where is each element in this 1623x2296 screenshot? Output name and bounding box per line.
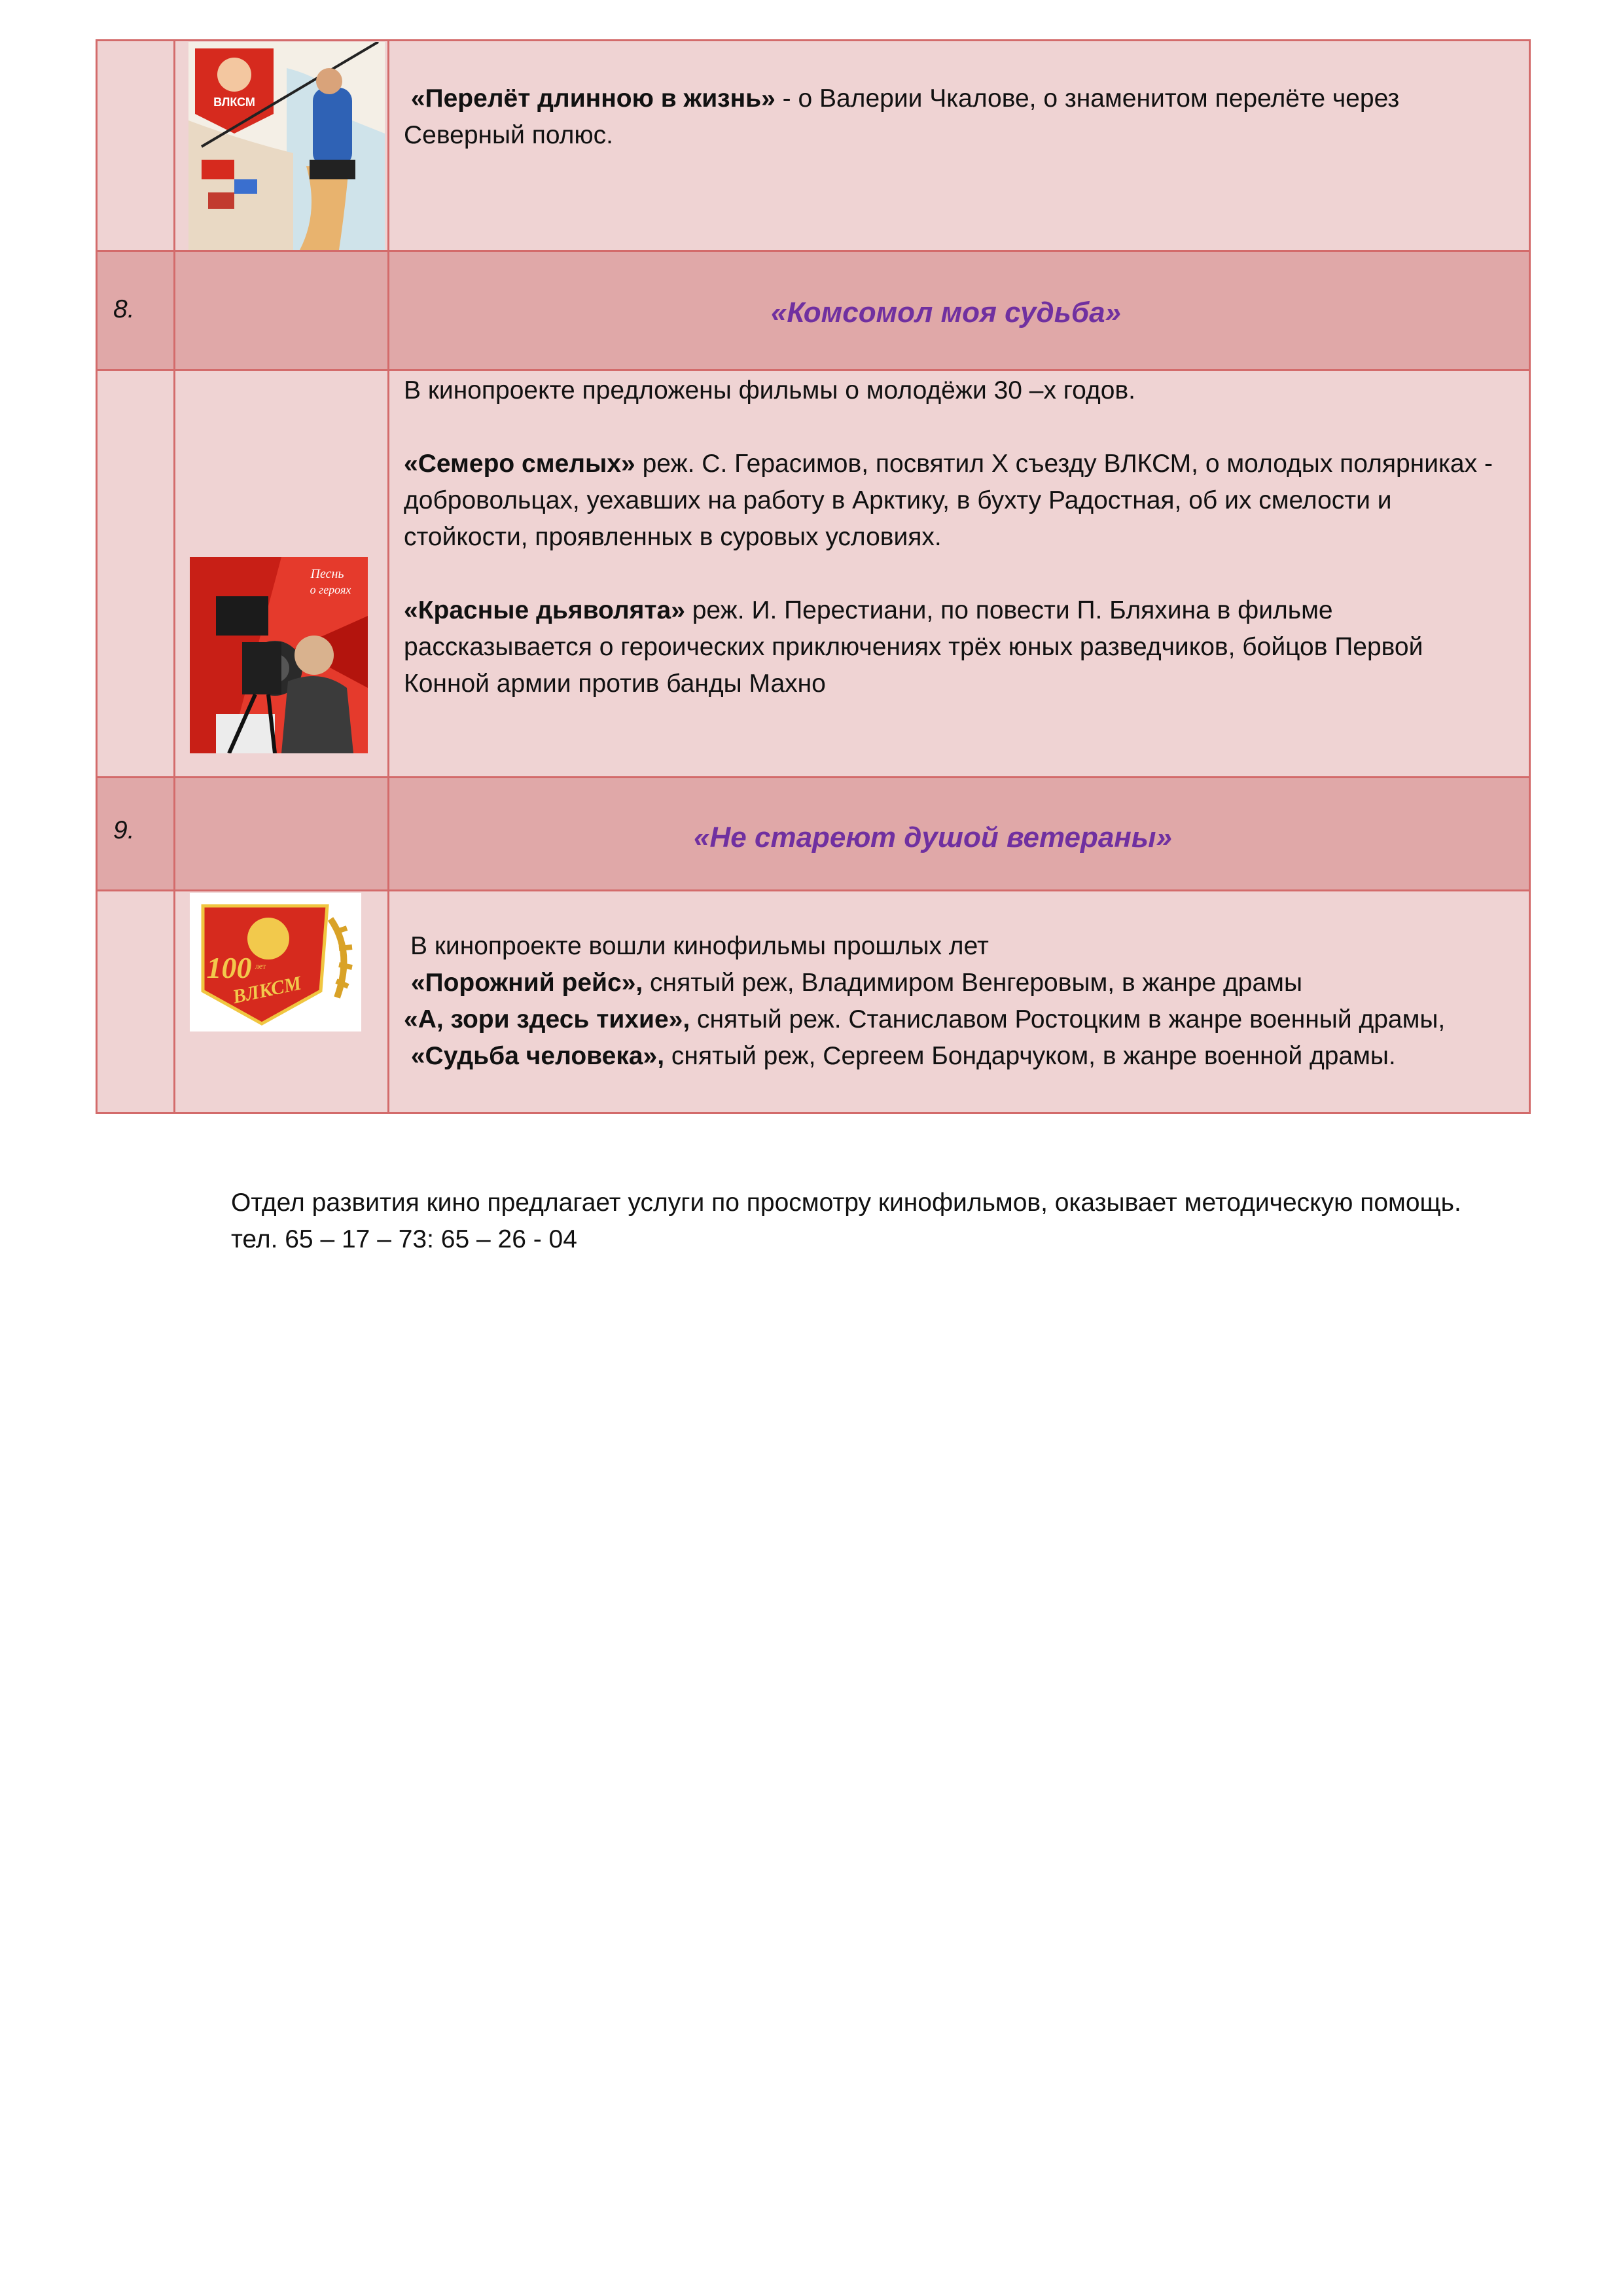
project-intro: В кинопроекте вошли кинофильмы прошлых лет	[410, 932, 989, 960]
film-description: реж. И. Перестиани, по повести П. Бляхина в фильме рассказывается о героических приключениях трёх юных разведчиков, бойцов Первой Конной армии против банды Махно	[404, 596, 1423, 698]
film-title: «Семеро смелых»	[404, 450, 635, 478]
section-header-row	[97, 251, 1530, 370]
footer-services-text: Отдел развития кино предлагает услуги по просмотру кинофильмов, оказывает методическую помощь.	[231, 1189, 1461, 1217]
film-title: «Красные дьяволята»	[404, 596, 685, 624]
film-description: снятый реж, Владимиром Венгеровым, в жанре драмы	[643, 969, 1303, 997]
film-chkalov-description	[389, 41, 1529, 154]
film-description: снятый реж. Станиславом Ростоцким в жанре военный драмы,	[690, 1005, 1446, 1033]
film-title: «А, зори здесь тихие»,	[404, 1005, 690, 1033]
section-number-cell	[97, 251, 175, 370]
film-description: реж. С. Герасимов, посвятил Х съезду ВЛКСМ, о молодых полярниках - добровольцах, уехавших на работу в Арктику, в бухту Радостная, об их смелости и стойкости, проявленных в суровых условиях.	[404, 450, 1493, 551]
badge-years-text: лет	[255, 961, 266, 971]
project9-description	[389, 891, 1529, 1075]
badge-100-text: 100	[206, 951, 252, 984]
number-cell	[97, 41, 175, 251]
athlete-poster-image	[188, 42, 385, 250]
table-row	[97, 891, 1530, 1113]
film-program-table	[96, 39, 1531, 1114]
film-title: «Судьба человека»,	[410, 1042, 665, 1070]
footer-phone-text: тел. 65 – 17 – 73: 65 – 26 - 04	[231, 1225, 577, 1253]
table-row	[97, 41, 1530, 251]
section-title-cell	[389, 251, 1530, 370]
film-text-cell	[389, 370, 1530, 778]
poster-caption-line2: о героях	[310, 583, 351, 596]
film-title: «Перелёт длинною в жизнь»	[410, 84, 776, 113]
poster-cell	[175, 370, 389, 778]
film-description: снятый реж, Сергеем Бондарчуком, в жанре военной драмы.	[664, 1042, 1396, 1070]
film-text-cell	[389, 41, 1530, 251]
section-number: 8.	[113, 295, 135, 323]
poster-cell	[175, 41, 389, 251]
section-title-cell	[389, 778, 1530, 891]
section-title: «Не стареют душой ветераны»	[694, 821, 1172, 853]
cameraman-poster-image	[190, 557, 368, 753]
section-header-row	[97, 778, 1530, 891]
vlksm-100-badge-image	[190, 893, 361, 1031]
section-title: «Комсомол моя судьба»	[770, 296, 1122, 329]
project-intro: В кинопроекте предложены фильмы о молодёжи 30 –х годов.	[404, 376, 1136, 404]
empty-cell	[175, 778, 389, 891]
number-cell	[97, 891, 175, 1113]
section-number: 9.	[113, 816, 135, 844]
number-cell	[97, 370, 175, 778]
film-description: - о Валерии Чкалове, о знаменитом перелёте через Северный полюс.	[404, 84, 1400, 149]
footer-contact-info	[231, 1185, 1474, 1258]
film-text-cell	[389, 891, 1530, 1113]
project8-description	[389, 371, 1529, 702]
film-title: «Порожний рейс»,	[410, 969, 643, 997]
badge-org-text: ВЛКСМ	[230, 972, 304, 1008]
section-number-cell	[97, 778, 175, 891]
table-row	[97, 370, 1530, 778]
poster-cell	[175, 891, 389, 1113]
poster-badge-text: ВЛКСМ	[213, 96, 255, 109]
poster-caption-line1: Песнь	[310, 567, 344, 581]
empty-cell	[175, 251, 389, 370]
